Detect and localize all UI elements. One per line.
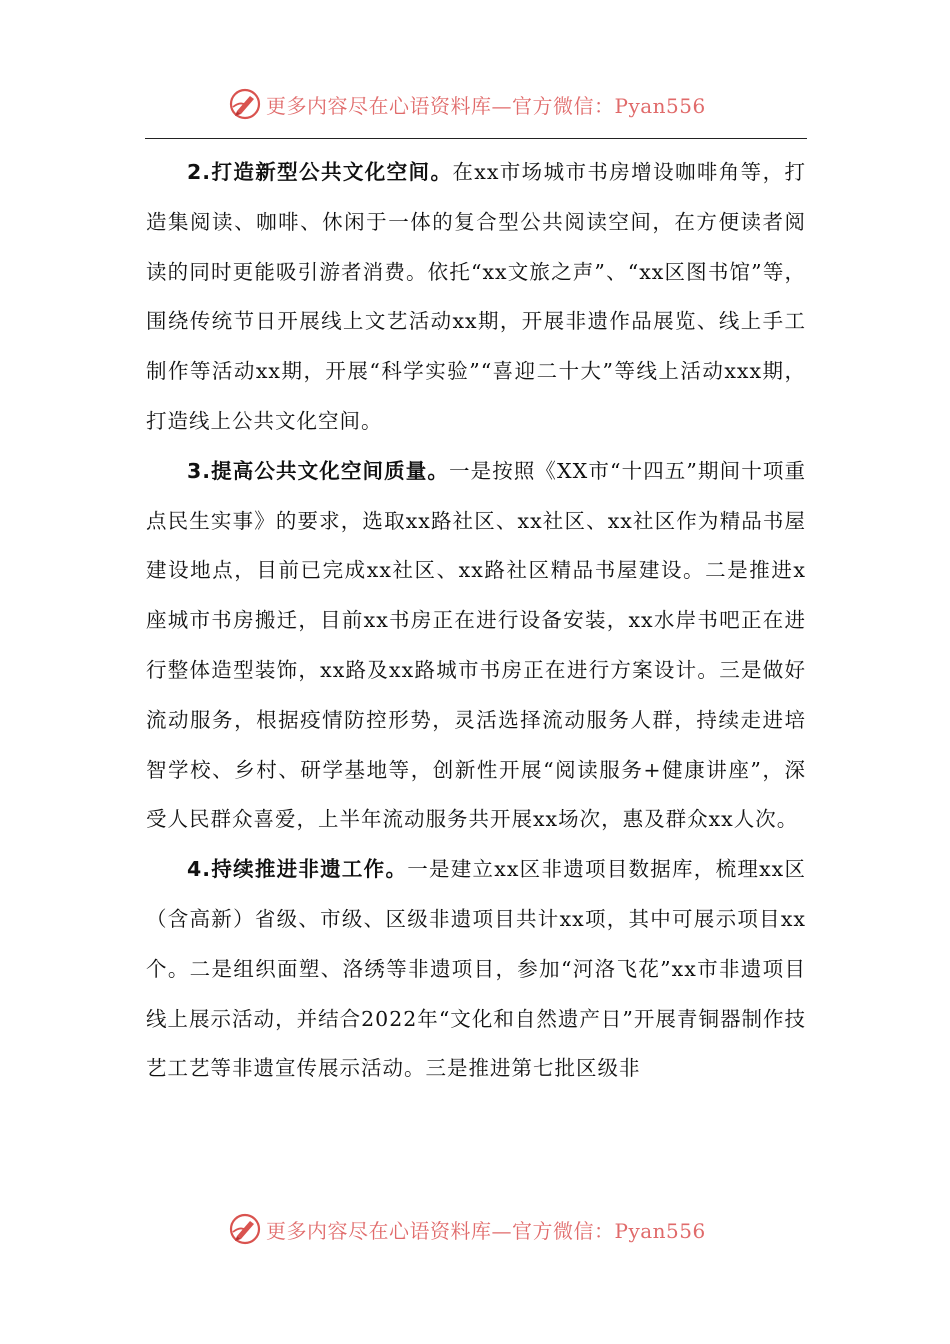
paragraph-text: 一是按照《XX市“十四五”期间十项重点民生实事》的要求，选取xx路社区、xx社区、xx社区作为精品书屋建设地点，目前已完成xx社区、xx路社区精品书屋建设。二是推进x座城市书房搬迁，目前xx书房正在进行设备安装，xx水岸书吧正在进行整体造型装饰，xx路及xx路城市书房正在进行方案设计。三是做好流动服务，根据疫情防控形势，灵活选择流动服务人群，持续走进培智学校、乡村、研学基地等，创新性开展“阅读服务+健康讲座”，深受人民群众喜爱，上半年流动服务共开展xx场次，惠及群众xx人次。 xyxy=(146,458,806,832)
paragraph-lead: 3.提高公共文化空间质量。 xyxy=(187,458,449,483)
paragraph-4 xyxy=(146,845,806,1094)
paragraph-3 xyxy=(146,447,806,845)
footer-banner-text: 更多内容尽在心语资料库—官方微信：Pyan556 xyxy=(266,1218,706,1243)
header-banner xyxy=(228,84,706,124)
document-body xyxy=(146,148,806,1094)
pen-logo-icon xyxy=(228,1212,262,1246)
paragraph-text: 在xx市场城市书房增设咖啡角等，打造集阅读、咖啡、休闲于一体的复合型公共阅读空间，在方便读者阅读的同时更能吸引游者消费。依托“xx文旅之声”、“xx区图书馆”等，围绕传统节日开展线上文艺活动xx期，开展非遗作品展览、线上手工制作等活动xx期，开展“科学实验”“喜迎二十大”等线上活动xxx期，打造线上公共文化空间。 xyxy=(146,160,806,433)
paragraph-2 xyxy=(146,148,806,447)
header-banner-text: 更多内容尽在心语资料库—官方微信：Pyan556 xyxy=(266,93,706,118)
paragraph-lead: 2.打造新型公共文化空间。 xyxy=(187,160,453,184)
paragraph-text: 一是建立xx区非遗项目数据库，梳理xx区（含高新）省级、市级、区级非遗项目共计xx项，其中可展示项目xx个。二是组织面塑、洛绣等非遗项目，参加“河洛飞花”xx市非遗项目线上展示活动，并结合2022年“文化和自然遗产日”开展青铜器制作技艺工艺等非遗宣传展示活动。三是推进第七批区级非 xyxy=(146,857,806,1081)
header-divider xyxy=(145,138,807,139)
footer-banner xyxy=(228,1209,706,1249)
paragraph-lead: 4.持续推进非遗工作。 xyxy=(187,857,408,882)
pen-logo-icon xyxy=(228,87,262,121)
